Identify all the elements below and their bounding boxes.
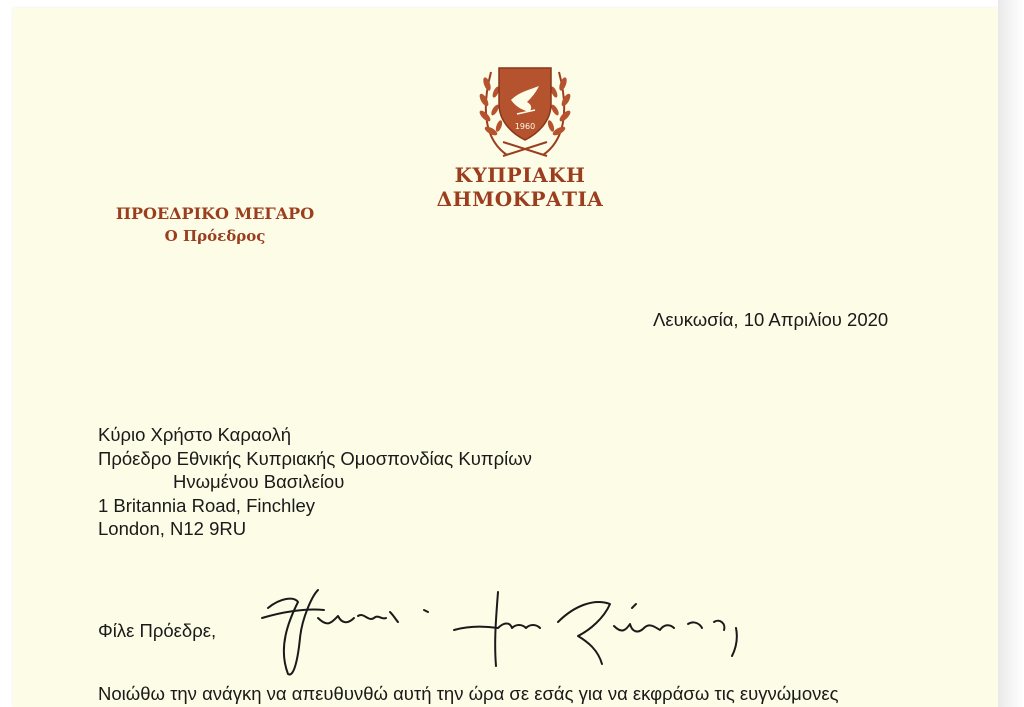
recipient-name: Κύριο Χρήστο Καραολή xyxy=(98,424,292,445)
greeting: Φίλε Πρόεδρε, xyxy=(98,620,217,641)
palace-header xyxy=(105,204,325,245)
page-edge xyxy=(998,0,1024,707)
coat-of-arms-icon xyxy=(477,60,573,160)
recipient-street: 1 Britannia Road, Finchley xyxy=(98,494,315,516)
recipient-city: London, N12 9RU xyxy=(98,518,247,539)
letter-date: Λευκωσία, 10 Απριλίου 2020 xyxy=(653,309,889,330)
palace-name: ΠΡΟΕΔΡΙΚΟ ΜΕΓΑΡΟ xyxy=(115,204,315,223)
recipient-title-cont: Ηνωμένου Βασιλείου xyxy=(173,471,345,492)
recipient-title: Πρόεδρο Εθνικής Κυπριακής Ομοσπονδίας Κυπρίων xyxy=(98,447,532,469)
body-first-line: Νοιώθω την ανάγκη να απευθυνθώ αυτή την ώρα σε εσάς για να εκφράσω τις ευγνώμονες xyxy=(98,683,839,704)
handwritten-salutation xyxy=(258,578,768,688)
republic-heading: ΚΥΠΡΙΑΚΗ ΔΗΜΟΚΡΑΤΙΑ xyxy=(436,163,604,211)
emblem-year: 1960 xyxy=(514,122,536,131)
recipient-address xyxy=(98,423,532,541)
letter-page xyxy=(13,8,998,707)
office-title: Ο Πρόεδρος xyxy=(164,227,266,245)
